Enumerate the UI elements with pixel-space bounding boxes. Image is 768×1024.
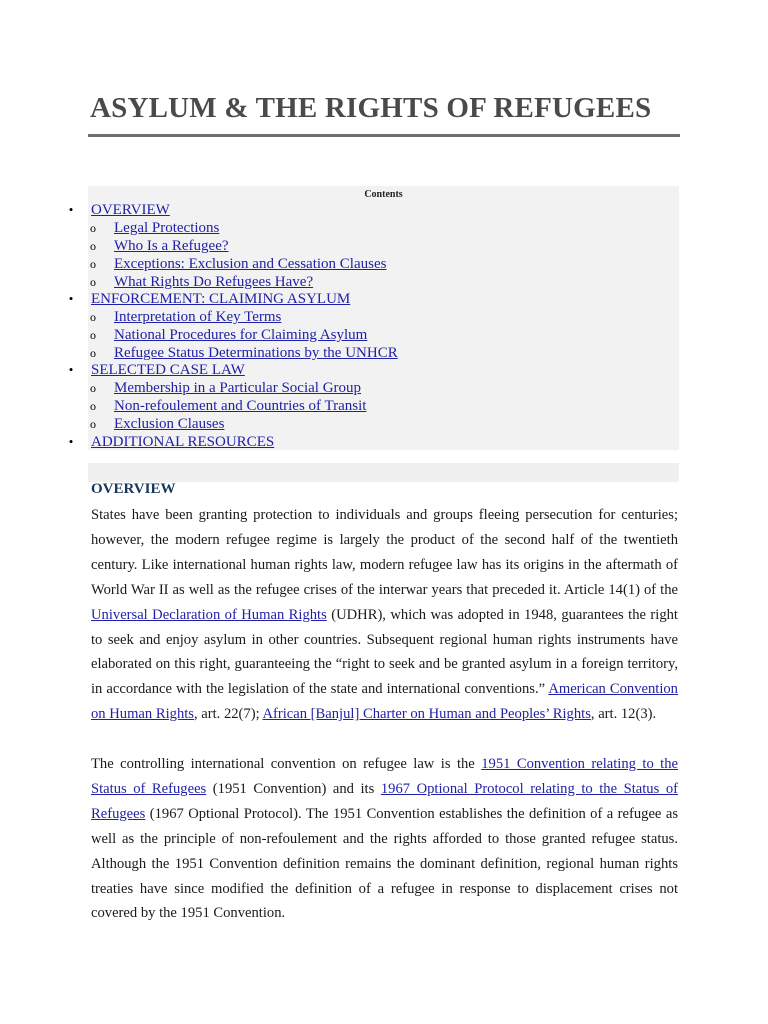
paragraph-text: States have been granting protection to individuals and groups fleeing persecution for centuries; however, the modern refugee regime is largely the product of the second half of the twentieth century. Like international human rights law, modern refugee law has its origins in the aftermath of World War II as well as the refugee crises of the interwar years that preceded it. Article 14(1) of the <box>91 507 678 598</box>
title-divider <box>88 134 680 137</box>
link-1951-convention[interactable]: 1951 Convention relating to the Status of Refugees <box>91 756 678 797</box>
paragraph-text: , art. 12(3). <box>590 706 657 723</box>
toc-link-exceptions[interactable]: Exceptions: Exclusion and Cessation Clauses <box>114 256 387 272</box>
bullet-icon: • <box>68 291 74 306</box>
toc-link-non-refoulement[interactable]: Non-refoulement and Countries of Transit <box>114 398 367 414</box>
toc-link-enforcement[interactable]: ENFORCEMENT: CLAIMING ASYLUM <box>91 291 351 307</box>
link-udhr[interactable]: Universal Declaration of Human Rights <box>91 606 327 623</box>
bullet-icon: • <box>68 434 74 449</box>
link-1967-protocol[interactable]: 1967 Optional Protocol relating to the Status of Refugees <box>91 780 678 822</box>
toc-link-who-is-a-refugee[interactable]: Who Is a Refugee? <box>114 238 229 254</box>
sub-bullet-icon: o <box>90 239 96 253</box>
paragraph-overview-1 <box>91 503 678 727</box>
sub-bullet-icon: o <box>90 221 96 235</box>
bullet-icon: • <box>68 362 74 377</box>
link-american-convention[interactable]: American Convention on Human Rights <box>91 681 678 723</box>
paragraph-text: The controlling international convention on refugee law is the <box>91 756 482 772</box>
sub-bullet-icon: o <box>90 310 96 324</box>
sub-bullet-icon: o <box>90 275 96 289</box>
toc-link-social-group[interactable]: Membership in a Particular Social Group <box>114 380 362 396</box>
toc-link-key-terms[interactable]: Interpretation of Key Terms <box>114 309 282 325</box>
sub-bullet-icon: o <box>90 417 96 431</box>
link-african-charter[interactable]: African [Banjul] Charter on Human and Peoples’ Rights <box>262 706 591 723</box>
sub-bullet-icon: o <box>90 257 96 271</box>
section-separator <box>88 463 679 482</box>
toc-heading: Contents <box>364 189 403 200</box>
sub-bullet-icon: o <box>90 399 96 413</box>
toc-link-overview[interactable]: OVERVIEW <box>91 202 170 218</box>
page-title: ASYLUM & THE RIGHTS OF REFUGEES <box>90 92 652 124</box>
toc-link-exclusion-clauses[interactable]: Exclusion Clauses <box>114 416 225 432</box>
sub-bullet-icon: o <box>90 328 96 342</box>
toc-link-rights[interactable]: What Rights Do Refugees Have? <box>114 274 314 290</box>
sub-bullet-icon: o <box>90 346 96 360</box>
toc-link-legal-protections[interactable]: Legal Protections <box>114 220 220 236</box>
toc-link-unhcr[interactable]: Refugee Status Determinations by the UNHCR <box>114 345 398 361</box>
toc-link-national-procedures[interactable]: National Procedures for Claiming Asylum <box>114 327 368 343</box>
sub-bullet-icon: o <box>90 381 96 395</box>
toc-link-case-law[interactable]: SELECTED CASE LAW <box>91 362 245 378</box>
paragraph-text: (1951 Convention) and its <box>206 780 381 797</box>
section-heading-overview: OVERVIEW <box>91 481 176 497</box>
paragraph-text: (1967 Optional Protocol). The 1951 Convention establishes the definition of a refugee as well as the principle of non-refoulement and the rights afforded to those granted refugee status. Although the 1951 Convention definition remains the dominant definition, regional human rights treaties have since modified the definition of a refugee in response to displacement crises not covered by the 1951 Convention. <box>91 805 678 922</box>
paragraph-text: (UDHR), which was adopted in 1948, guarantees the right to seek and enjoy asylum in other countries. Subsequent regional human rights instruments have elaborated on this right, guaranteeing the “right to seek and be granted asylum in a foreign territory, in accordance with the legislation of the state and international conventions.” <box>91 606 678 698</box>
paragraph-overview-2 <box>91 752 678 926</box>
toc-link-additional-resources[interactable]: ADDITIONAL RESOURCES <box>91 434 275 450</box>
paragraph-text: , art. 22(7); <box>193 706 263 723</box>
bullet-icon: • <box>68 202 74 217</box>
